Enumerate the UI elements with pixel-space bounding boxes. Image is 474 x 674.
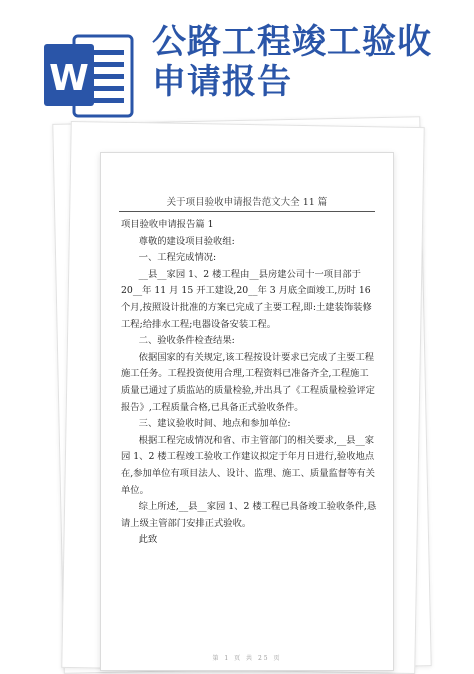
banner-title-line-2: 申请报告 [152,62,292,102]
paragraph: 二、验收条件检查结果: [138,335,235,347]
banner-title [152,22,452,102]
paragraph: 此致 [138,534,158,546]
word-icon-letter: W [49,58,89,99]
word-document-icon [40,28,140,124]
banner-title-line-1: 公路工程竣工验收 [152,22,432,62]
header-rule [119,211,375,212]
document-page [100,152,394,671]
paragraph: 一、工程完成情况: [138,252,217,264]
document-body [121,217,377,549]
paragraph: 尊敬的建设项目验收组: [138,235,235,247]
paragraph: __县__家园 1、2 楼工程由__县房建公司十一项目部于 20__年 11 月 15 开工建设,20__年 3 月底全面竣工,历时 16 个月,按照设计批准的方案已完成了主要工程,即:土建装饰装修工程;给排水工程;电器设备安装工程。 [121,268,372,330]
document-header: 关于项目验收申请报告范文大全 11 篇 [166,197,328,208]
paragraph: 根据工程完成情况和省、市主管部门的相关要求,__县__家园 1、2 楼工程竣工验收工作建议拟定于年月日进行,验收地点在,参加单位有项目法人、设计、监理、施工、质量监督等有关单位。 [121,434,375,496]
paragraph: 三、建议验收时间、地点和参加单位: [138,418,291,430]
paragraph: 依据国家的有关规定,该工程按设计要求已完成了主要工程施工任务。工程投资使用合理,工程资料已准备齐全,工程施工质量已通过了质监站的质量检验,并出具了《工程质量检验评定报告》,工程质量合格,已具备正式验收条件。 [121,351,375,413]
page-footer: 第 1 页 共 25 页 [212,655,282,662]
paragraph: 综上所述,__县__家园 1、2 楼工程已具备竣工验收条件,恳请上级主管部门安排正式验收。 [121,501,377,529]
document-subtitle: 项目验收申请报告篇 1 [121,219,214,230]
